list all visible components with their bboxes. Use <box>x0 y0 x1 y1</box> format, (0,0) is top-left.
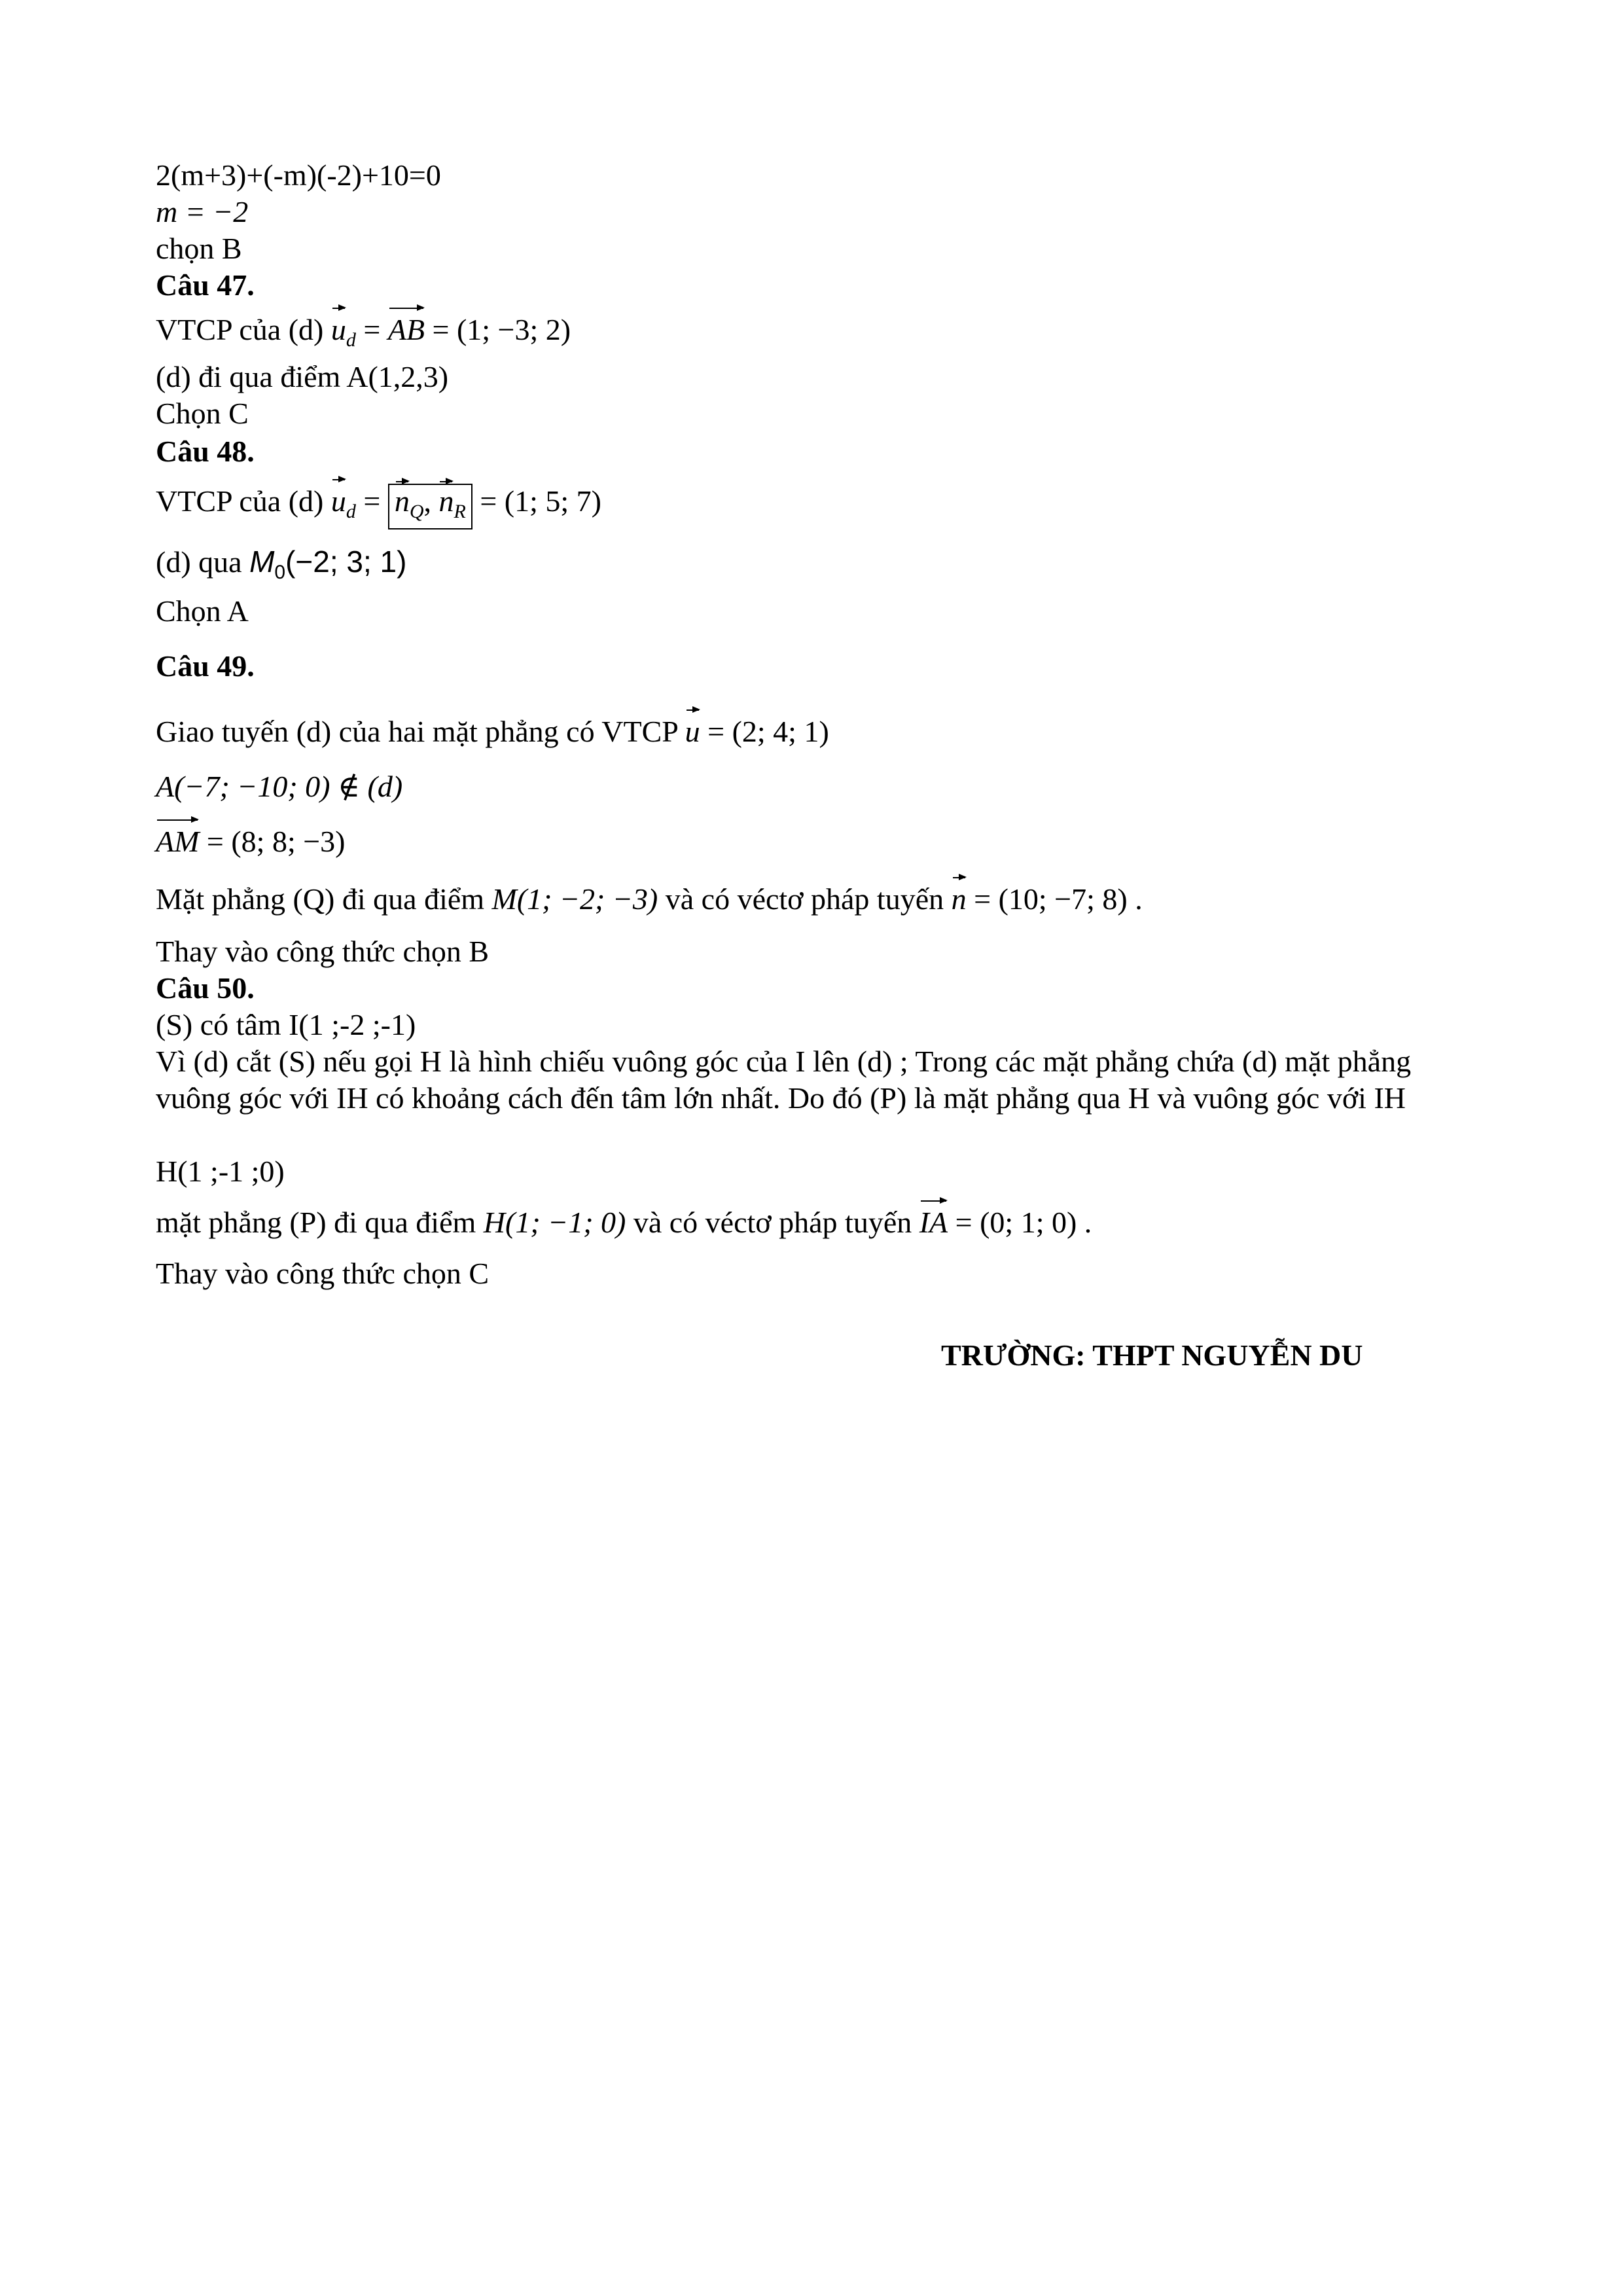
q49-vector-am <box>156 823 346 860</box>
equals-sign: = <box>355 313 388 346</box>
q50-explanation: Vì (d) cắt (S) nếu gọi H là hình chiếu vuông góc của I lên (d) ; Trong các mặt phẳng chứa (d) mặt phẳng vuông góc với IH có khoảng cách đến tâm lớn nhất. Do đó (P) là mặt phẳng qua H và vuông góc với IH <box>156 1045 1412 1115</box>
subscript-0: 0 <box>274 562 286 583</box>
vector-am: AM <box>156 823 199 860</box>
point-h: H(1; −1; 0) <box>483 1206 626 1239</box>
point-coordinates: (−2; 3; 1) <box>285 545 407 579</box>
equals-sign: = <box>355 484 388 518</box>
q49-plane-text: Mặt phẳng (Q) đi qua điểm <box>156 882 492 916</box>
vector-value: = (1; −3; 2) <box>425 313 571 346</box>
school-signature: TRƯỜNG: THPT NGUYỄN DU <box>941 1338 1363 1372</box>
q49-plane-line <box>156 881 1143 918</box>
q47-vtcp-label: VTCP của (d) <box>156 313 324 346</box>
point-m: M <box>249 545 275 579</box>
q49-answer: Thay vào công thức chọn B <box>156 935 490 968</box>
result-line: m = −2 <box>156 195 249 228</box>
q49-text: Giao tuyến (d) của hai mặt phẳng có VTCP <box>156 715 685 748</box>
q48-point-line <box>156 543 406 591</box>
vector-value: = (0; 1; 0) . <box>948 1206 1092 1239</box>
vector-value: = (1; 5; 7) <box>472 484 601 518</box>
subscript-r: R <box>454 501 466 522</box>
vector-n: n <box>952 881 967 918</box>
vector-ia: IA <box>919 1204 948 1241</box>
vector-value: = (8; 8; −3) <box>199 825 346 858</box>
q50-point-h: H(1 ;-1 ;0) <box>156 1155 285 1188</box>
subscript-d: d <box>346 501 356 522</box>
vector-value: = (10; −7; 8) . <box>966 882 1143 916</box>
q48-point-label: (d) qua <box>156 545 250 579</box>
comma: , <box>423 484 439 518</box>
question-47-title: Câu 47. <box>156 268 255 302</box>
q48-answer: Chọn A <box>156 594 249 628</box>
subscript-d: d <box>346 329 356 351</box>
point-m: M(1; −2; −3) <box>491 882 658 916</box>
vector-ab: AB <box>388 312 425 348</box>
q50-plane-line <box>156 1204 1092 1241</box>
q50-answer: Thay vào công thức chọn C <box>156 1257 490 1290</box>
vector-u: u <box>685 713 700 750</box>
answer-line: chọn B <box>156 232 242 265</box>
subscript-q: Q <box>409 501 424 522</box>
vector-value: = (2; 4; 1) <box>700 715 829 748</box>
q50-normal-text: và có véctơ pháp tuyến <box>626 1206 919 1239</box>
q50-plane-text: mặt phẳng (P) đi qua điểm <box>156 1206 484 1239</box>
cross-product-bracket <box>388 484 473 529</box>
q48-direction-vector <box>156 483 601 530</box>
vector-nq: n <box>394 484 410 518</box>
q49-point-a: A(−7; −10; 0) ∉ (d) <box>156 770 403 803</box>
q50-center-line: (S) có tâm I(1 ;-2 ;-1) <box>156 1008 416 1041</box>
vector-u: u <box>331 312 346 348</box>
question-49-title: Câu 49. <box>156 649 255 683</box>
q49-normal-text: và có véctơ pháp tuyến <box>658 882 952 916</box>
q47-direction-vector <box>156 312 571 359</box>
q49-intersection-line <box>156 713 829 750</box>
question-48-title: Câu 48. <box>156 435 255 468</box>
vector-u: u <box>331 483 346 520</box>
equation-line: 2(m+3)+(-m)(-2)+10=0 <box>156 158 441 192</box>
q48-vtcp-label: VTCP của (d) <box>156 484 324 518</box>
vector-nr: n <box>438 484 454 518</box>
q47-answer: Chọn C <box>156 397 249 430</box>
question-50-title: Câu 50. <box>156 971 255 1005</box>
q47-point-line: (d) đi qua điểm A(1,2,3) <box>156 360 449 393</box>
